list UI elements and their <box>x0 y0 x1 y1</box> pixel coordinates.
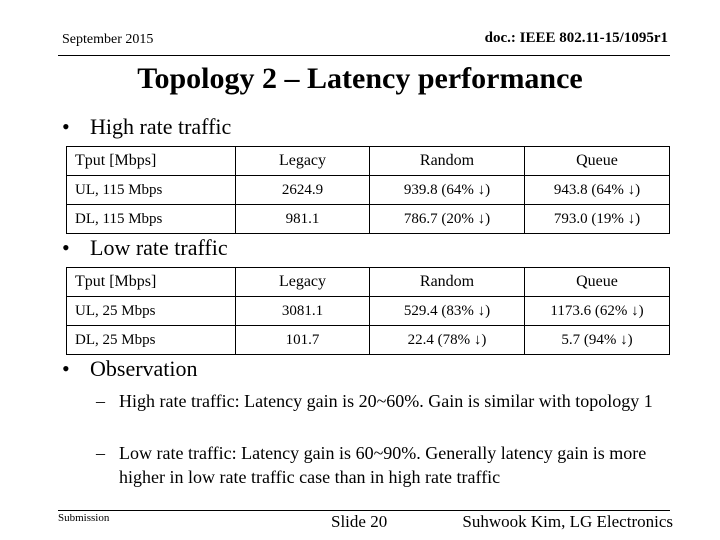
table-cell: 2624.9 <box>236 176 370 205</box>
observation-text: High rate traffic: Latency gain is 20~60%. Gain is similar with topology 1 <box>119 391 653 411</box>
bullet-observation-label: Observation <box>90 356 198 381</box>
table-row <box>67 326 670 355</box>
bullet-high-rate <box>62 114 231 140</box>
table-cell: 22.4 (78% ↓) <box>370 326 525 355</box>
table-cell: 939.8 (64% ↓) <box>370 176 525 205</box>
high-rate-table <box>66 146 670 234</box>
table-cell: 793.0 (19% ↓) <box>525 205 670 234</box>
table-row <box>67 176 670 205</box>
table-cell: 786.7 (20% ↓) <box>370 205 525 234</box>
table-cell: 981.1 <box>236 205 370 234</box>
footer-slide-number: Slide 20 <box>331 512 388 531</box>
col-header-legacy: Legacy <box>236 268 370 297</box>
bullet-low-rate <box>62 235 228 261</box>
table-row <box>67 205 670 234</box>
col-header-tput: Tput [Mbps] <box>67 268 236 297</box>
table-cell: 5.7 (94% ↓) <box>525 326 670 355</box>
footer-author: Suhwook Kim, LG Electronics <box>462 512 673 531</box>
col-header-queue: Queue <box>525 268 670 297</box>
table-cell: UL, 25 Mbps <box>67 297 236 326</box>
col-header-legacy: Legacy <box>236 147 370 176</box>
bullet-high-rate-label: High rate traffic <box>90 114 232 139</box>
table-cell: DL, 115 Mbps <box>67 205 236 234</box>
dash-marker: – <box>96 443 105 463</box>
bullet-marker: • <box>62 114 70 139</box>
bullet-marker: • <box>62 235 70 260</box>
bullet-observation <box>62 356 198 382</box>
table-header-row <box>67 268 670 297</box>
table-cell: 943.8 (64% ↓) <box>525 176 670 205</box>
low-rate-table <box>66 267 670 355</box>
observation-text: Low rate traffic: Latency gain is 60~90%. Generally latency gain is more higher in low rate traffic case than in high rate traffic <box>119 443 647 487</box>
table-cell: 3081.1 <box>236 297 370 326</box>
col-header-random: Random <box>370 268 525 297</box>
bullet-low-rate-label: Low rate traffic <box>90 235 228 260</box>
table-cell: 1173.6 (62% ↓) <box>525 297 670 326</box>
table-cell: 101.7 <box>236 326 370 355</box>
observation-item <box>96 441 676 489</box>
table-header-row <box>67 147 670 176</box>
header-date: September 2015 <box>62 32 154 47</box>
header-doc-id: doc.: IEEE 802.11-15/1095r1 <box>484 30 668 46</box>
bullet-marker: • <box>62 356 70 381</box>
slide-title: Topology 2 – Latency performance <box>137 62 583 95</box>
table-cell: DL, 25 Mbps <box>67 326 236 355</box>
table-row <box>67 297 670 326</box>
table-cell: 529.4 (83% ↓) <box>370 297 525 326</box>
table-cell: UL, 115 Mbps <box>67 176 236 205</box>
footer-divider <box>58 510 670 511</box>
col-header-queue: Queue <box>525 147 670 176</box>
col-header-tput: Tput [Mbps] <box>67 147 236 176</box>
header-divider <box>58 55 670 56</box>
col-header-random: Random <box>370 147 525 176</box>
dash-marker: – <box>96 391 105 411</box>
footer-submission: Submission <box>58 512 110 524</box>
observation-item <box>96 389 676 413</box>
